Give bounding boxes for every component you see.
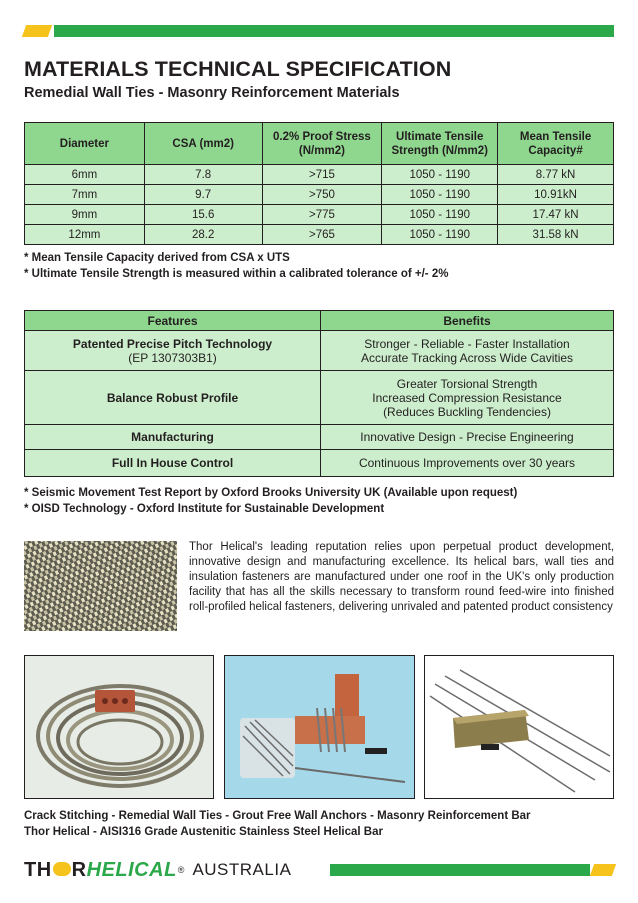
table-cell: 7.8 — [144, 165, 262, 185]
spec-table — [24, 122, 614, 245]
wall-ties-brick-photo — [224, 655, 415, 799]
logo-helical-text: HELICAL — [86, 858, 177, 881]
feature-cell — [25, 450, 321, 477]
table-cell: 31.58 kN — [498, 225, 614, 245]
table-cell: 28.2 — [144, 225, 262, 245]
table-cell: 1050 - 1190 — [382, 225, 498, 245]
registered-mark: ® — [177, 865, 185, 875]
features-header: Features — [25, 311, 321, 331]
top-yellow-stripe — [22, 25, 52, 37]
logo-o-mark — [53, 862, 71, 876]
table-cell: 17.47 kN — [498, 205, 614, 225]
table-cell: 9.7 — [144, 185, 262, 205]
table-cell: >765 — [262, 225, 382, 245]
table-row — [25, 450, 614, 477]
benefit-line: Stronger - Reliable - Faster Installation — [364, 336, 570, 351]
features-table — [24, 310, 614, 477]
footer-yellow-stripe — [590, 864, 616, 876]
feature-line: Balance Robust Profile — [106, 390, 239, 405]
product-captions — [24, 808, 531, 840]
thor-helical-logo — [24, 858, 291, 882]
spec-header-tensile-capacity: Mean Tensile Capacity# — [498, 123, 614, 165]
features-table-header-row — [25, 311, 614, 331]
benefit-cell — [321, 425, 614, 450]
benefit-line: Continuous Improvements over 30 years — [358, 456, 576, 470]
note-oisd: * OISD Technology - Oxford Institute for Sustainable Development — [24, 503, 385, 515]
table-row — [25, 331, 614, 371]
benefits-header: Benefits — [321, 311, 614, 331]
table-cell: 12mm — [25, 225, 145, 245]
table-cell: 15.6 — [144, 205, 262, 225]
feature-line: Patented Precise Pitch Technology — [72, 336, 273, 351]
spec-header-uts: Ultimate Tensile Strength (N/mm2) — [382, 123, 498, 165]
feature-cell — [25, 425, 321, 450]
feature-cell — [25, 331, 321, 371]
note-uts-tolerance: * Ultimate Tensile Strength is measured within a calibrated tolerance of +/- 2% — [24, 268, 449, 280]
note-tensile-capacity: * Mean Tensile Capacity derived from CSA x UTS — [24, 252, 290, 264]
feature-line: Manufacturing — [131, 430, 214, 444]
table-row — [25, 425, 614, 450]
note-seismic-report: * Seismic Movement Test Report by Oxford Brooks University UK (Available upon request) — [24, 487, 518, 499]
spec-table-header-row — [25, 123, 614, 165]
stone-anchor-photo — [424, 655, 614, 799]
benefit-cell — [321, 371, 614, 425]
table-row — [25, 185, 614, 205]
table-cell: 1050 - 1190 — [382, 185, 498, 205]
table-cell: 9mm — [25, 205, 145, 225]
table-cell: 10.91kN — [498, 185, 614, 205]
spec-header-csa: CSA (mm2) — [144, 123, 262, 165]
footer-green-bar — [330, 864, 590, 876]
logo-thor-a: TH — [24, 858, 52, 881]
table-cell: 6mm — [25, 165, 145, 185]
feature-notes — [24, 485, 517, 517]
benefit-line: Increased Compression Resistance — [372, 390, 562, 405]
benefit-cell — [321, 450, 614, 477]
table-cell: 1050 - 1190 — [382, 205, 498, 225]
table-cell: 1050 - 1190 — [382, 165, 498, 185]
logo-region-text: AUSTRALIA — [192, 860, 292, 879]
logo-thor-text — [24, 859, 87, 882]
table-row — [25, 225, 614, 245]
spec-header-diameter: Diameter — [25, 123, 145, 165]
logo-thor-b: R — [71, 858, 87, 881]
benefit-line: Accurate Tracking Across Wide Cavities — [360, 350, 574, 365]
page-title: MATERIALS TECHNICAL SPECIFICATION — [24, 57, 452, 81]
table-cell: 8.77 kN — [498, 165, 614, 185]
table-row — [25, 205, 614, 225]
benefit-cell — [321, 331, 614, 371]
top-green-bar — [54, 25, 614, 37]
table-cell: 7mm — [25, 185, 145, 205]
benefit-line: (Reduces Buckling Tendencies) — [383, 404, 551, 419]
spec-notes — [24, 250, 448, 282]
table-cell: >775 — [262, 205, 382, 225]
page-subtitle: Remedial Wall Ties - Masonry Reinforcement Materials — [24, 85, 400, 101]
table-cell: >715 — [262, 165, 382, 185]
helical-bars-image — [24, 541, 177, 631]
caption-material: Thor Helical - AISI316 Grade Austenitic Stainless Steel Helical Bar — [24, 826, 383, 838]
table-row — [25, 371, 614, 425]
caption-products: Crack Stitching - Remedial Wall Ties - Grout Free Wall Anchors - Masonry Reinforcement Bar — [24, 810, 531, 822]
company-description: Thor Helical's leading reputation relies upon perpetual product development, innovative design and manufacturing excellence. Its helical bars, wall ties and insulation fasteners are manufactured under one roof in the UK's only production facility that has all the skills necessary to transform round feed-wire into finished roll-profiled helical fasteners, delivering unrivaled and patented product consistency — [189, 541, 614, 614]
feature-cell — [25, 371, 321, 425]
benefit-line: Greater Torsional Strength — [396, 376, 538, 391]
benefit-line: Innovative Design - Precise Engineering — [360, 430, 574, 444]
table-row — [25, 165, 614, 185]
feature-line: (EP 1307303B1) — [128, 350, 217, 365]
feature-line: Full In House Control — [111, 456, 234, 470]
coiled-bars-photo — [24, 655, 214, 799]
spec-header-proof-stress: 0.2% Proof Stress (N/mm2) — [262, 123, 382, 165]
table-cell: >750 — [262, 185, 382, 205]
